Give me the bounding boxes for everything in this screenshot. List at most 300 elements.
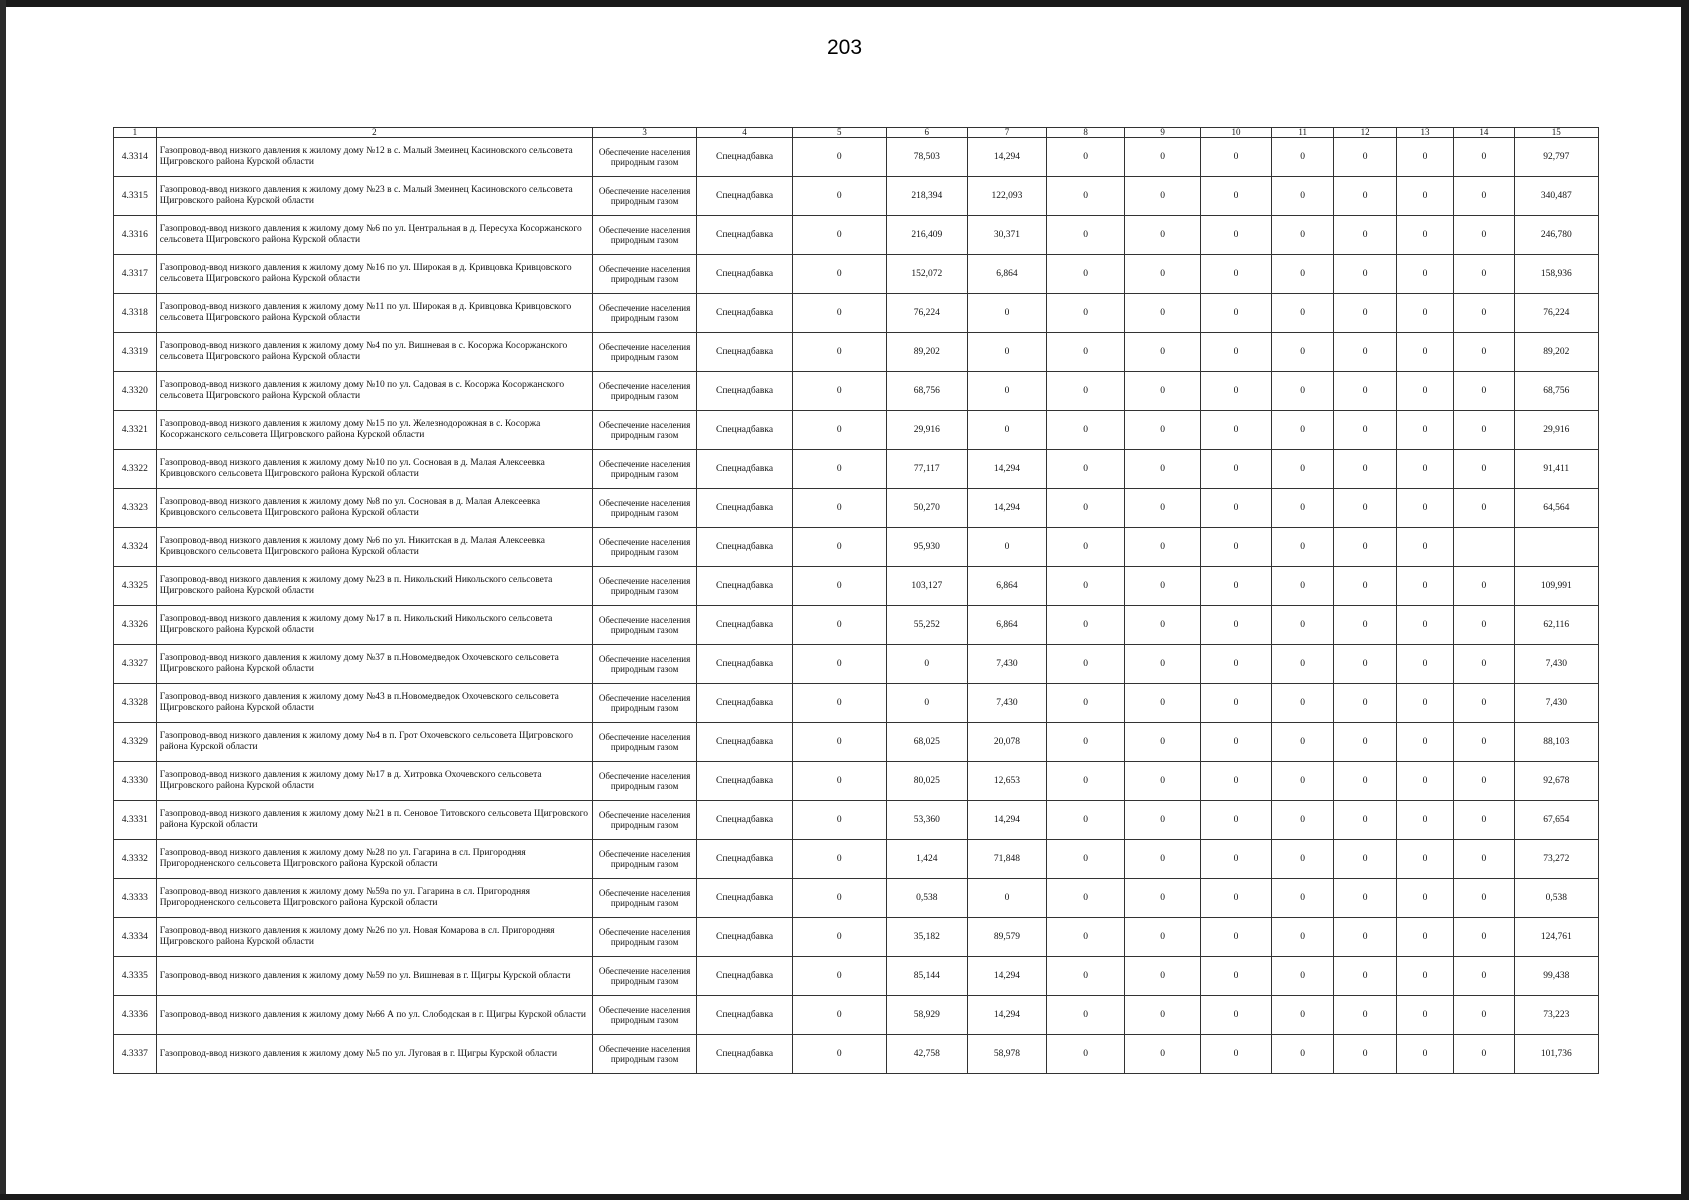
col-10-cell: 0 [1201, 606, 1272, 645]
col-6-cell: 103,127 [886, 567, 967, 606]
col-12-cell: 0 [1334, 411, 1396, 450]
col-5-cell: 0 [792, 684, 886, 723]
col-9-cell: 0 [1125, 411, 1201, 450]
col-14-cell: 0 [1454, 801, 1514, 840]
col-9-cell: 0 [1125, 957, 1201, 996]
col-15-total-cell: 109,991 [1514, 567, 1598, 606]
col-12-cell: 0 [1334, 216, 1396, 255]
col-10-cell: 0 [1201, 918, 1272, 957]
object-description-cell: Газопровод-ввод низкого давления к жилому дому №8 по ул. Сосновая в д. Малая Алексеевка Кривцовского сельсовета Щигровского района Курской области [156, 489, 592, 528]
col-5-cell: 0 [792, 762, 886, 801]
col-9-cell: 0 [1125, 138, 1201, 177]
col-15-total-cell: 158,936 [1514, 255, 1598, 294]
col-13-cell: 0 [1396, 1035, 1453, 1074]
col-11-cell: 0 [1271, 723, 1333, 762]
table-row [114, 294, 1599, 333]
col-10-cell: 0 [1201, 567, 1272, 606]
col-8-cell: 0 [1047, 606, 1125, 645]
col-7-cell: 14,294 [967, 138, 1046, 177]
col-5-cell: 0 [792, 957, 886, 996]
col-7-cell: 0 [967, 372, 1046, 411]
col-15-total-cell: 7,430 [1514, 645, 1598, 684]
table-row [114, 801, 1599, 840]
col-13-cell: 0 [1396, 957, 1453, 996]
table-row [114, 1035, 1599, 1074]
funding-source-cell: Спецнадбавка [697, 294, 793, 333]
column-header: 15 [1514, 128, 1598, 138]
col-10-cell: 0 [1201, 957, 1272, 996]
row-id-cell: 4.3318 [114, 294, 157, 333]
col-14-cell: 0 [1454, 255, 1514, 294]
funding-source-cell: Спецнадбавка [697, 645, 793, 684]
col-8-cell: 0 [1047, 216, 1125, 255]
col-14-cell: 0 [1454, 216, 1514, 255]
col-13-cell: 0 [1396, 294, 1453, 333]
col-13-cell: 0 [1396, 528, 1453, 567]
col-10-cell: 0 [1201, 1035, 1272, 1074]
col-11-cell: 0 [1271, 840, 1333, 879]
row-id-cell: 4.3322 [114, 450, 157, 489]
col-9-cell: 0 [1125, 762, 1201, 801]
table-row [114, 333, 1599, 372]
col-10-cell: 0 [1201, 489, 1272, 528]
col-14-cell: 0 [1454, 606, 1514, 645]
col-9-cell: 0 [1125, 645, 1201, 684]
column-header: 4 [697, 128, 793, 138]
col-5-cell: 0 [792, 840, 886, 879]
object-description-cell: Газопровод-ввод низкого давления к жилому дому №21 в п. Сеновое Титовского сельсовета Щигровского района Курской области [156, 801, 592, 840]
col-8-cell: 0 [1047, 294, 1125, 333]
row-id-cell: 4.3317 [114, 255, 157, 294]
col-9-cell: 0 [1125, 723, 1201, 762]
object-description-cell: Газопровод-ввод низкого давления к жилому дому №11 по ул. Широкая в д. Кривцовка Кривцовского сельсовета Щигровского района Курской области [156, 294, 592, 333]
table-row [114, 567, 1599, 606]
col-7-cell: 58,978 [967, 1035, 1046, 1074]
col-8-cell: 0 [1047, 879, 1125, 918]
funding-source-cell: Спецнадбавка [697, 255, 793, 294]
col-11-cell: 0 [1271, 450, 1333, 489]
col-8-cell: 0 [1047, 372, 1125, 411]
funding-source-cell: Спецнадбавка [697, 1035, 793, 1074]
row-id-cell: 4.3337 [114, 1035, 157, 1074]
col-6-cell: 29,916 [886, 411, 967, 450]
col-6-cell: 68,025 [886, 723, 967, 762]
col-8-cell: 0 [1047, 996, 1125, 1035]
col-12-cell: 0 [1334, 372, 1396, 411]
column-header: 12 [1334, 128, 1396, 138]
col-8-cell: 0 [1047, 645, 1125, 684]
col-9-cell: 0 [1125, 255, 1201, 294]
col-10-cell: 0 [1201, 294, 1272, 333]
col-10-cell: 0 [1201, 840, 1272, 879]
col-13-cell: 0 [1396, 450, 1453, 489]
purpose-cell: Обеспечение населения природным газом [593, 216, 697, 255]
col-12-cell: 0 [1334, 294, 1396, 333]
column-header: 13 [1396, 128, 1453, 138]
table-row [114, 450, 1599, 489]
col-14-cell: 0 [1454, 372, 1514, 411]
col-15-total-cell [1514, 528, 1598, 567]
col-7-cell: 122,093 [967, 177, 1046, 216]
col-9-cell: 0 [1125, 879, 1201, 918]
purpose-cell: Обеспечение населения природным газом [593, 840, 697, 879]
col-9-cell: 0 [1125, 294, 1201, 333]
table-row [114, 645, 1599, 684]
table-row [114, 216, 1599, 255]
column-header: 5 [792, 128, 886, 138]
row-id-cell: 4.3327 [114, 645, 157, 684]
col-5-cell: 0 [792, 996, 886, 1035]
col-6-cell: 68,756 [886, 372, 967, 411]
purpose-cell: Обеспечение населения природным газом [593, 528, 697, 567]
col-15-total-cell: 73,223 [1514, 996, 1598, 1035]
col-14-cell: 0 [1454, 762, 1514, 801]
col-15-total-cell: 92,678 [1514, 762, 1598, 801]
scan-edge-bottom [0, 1190, 1689, 1200]
scan-edge-left [0, 0, 6, 1200]
row-id-cell: 4.3315 [114, 177, 157, 216]
funding-source-cell: Спецнадбавка [697, 138, 793, 177]
col-5-cell: 0 [792, 723, 886, 762]
col-13-cell: 0 [1396, 606, 1453, 645]
table-row [114, 996, 1599, 1035]
object-description-cell: Газопровод-ввод низкого давления к жилому дому №12 в с. Малый Змеинец Касиновского сельсовета Щигровского района Курской области [156, 138, 592, 177]
col-15-total-cell: 73,272 [1514, 840, 1598, 879]
col-11-cell: 0 [1271, 567, 1333, 606]
table-row [114, 606, 1599, 645]
column-header: 7 [967, 128, 1046, 138]
col-14-cell: 0 [1454, 567, 1514, 606]
col-6-cell: 80,025 [886, 762, 967, 801]
col-11-cell: 0 [1271, 528, 1333, 567]
col-12-cell: 0 [1334, 489, 1396, 528]
col-15-total-cell: 29,916 [1514, 411, 1598, 450]
table-row [114, 918, 1599, 957]
col-13-cell: 0 [1396, 138, 1453, 177]
row-id-cell: 4.3314 [114, 138, 157, 177]
col-6-cell: 218,394 [886, 177, 967, 216]
col-7-cell: 0 [967, 294, 1046, 333]
col-8-cell: 0 [1047, 840, 1125, 879]
table-row [114, 879, 1599, 918]
col-15-total-cell: 99,438 [1514, 957, 1598, 996]
object-description-cell: Газопровод-ввод низкого давления к жилому дому №37 в п.Новомедведок Охочевского сельсовета Щигровского района Курской области [156, 645, 592, 684]
col-7-cell: 30,371 [967, 216, 1046, 255]
scan-edge-right [1681, 0, 1689, 1200]
funding-source-cell: Спецнадбавка [697, 372, 793, 411]
purpose-cell: Обеспечение населения природным газом [593, 1035, 697, 1074]
col-9-cell: 0 [1125, 606, 1201, 645]
col-11-cell: 0 [1271, 372, 1333, 411]
col-9-cell: 0 [1125, 801, 1201, 840]
col-13-cell: 0 [1396, 489, 1453, 528]
purpose-cell: Обеспечение населения природным газом [593, 333, 697, 372]
col-6-cell: 95,930 [886, 528, 967, 567]
col-5-cell: 0 [792, 216, 886, 255]
col-11-cell: 0 [1271, 411, 1333, 450]
col-10-cell: 0 [1201, 645, 1272, 684]
col-13-cell: 0 [1396, 996, 1453, 1035]
col-12-cell: 0 [1334, 879, 1396, 918]
col-6-cell: 0,538 [886, 879, 967, 918]
object-description-cell: Газопровод-ввод низкого давления к жилому дому №15 по ул. Железнодорожная в с. Косоржа Косоржанского сельсовета Щигровского района Курской области [156, 411, 592, 450]
col-8-cell: 0 [1047, 138, 1125, 177]
col-6-cell: 55,252 [886, 606, 967, 645]
column-header: 2 [156, 128, 592, 138]
purpose-cell: Обеспечение населения природным газом [593, 489, 697, 528]
col-7-cell: 89,579 [967, 918, 1046, 957]
col-9-cell: 0 [1125, 177, 1201, 216]
col-10-cell: 0 [1201, 411, 1272, 450]
col-11-cell: 0 [1271, 762, 1333, 801]
col-5-cell: 0 [792, 411, 886, 450]
purpose-cell: Обеспечение населения природным газом [593, 138, 697, 177]
col-14-cell: 0 [1454, 177, 1514, 216]
table-row [114, 762, 1599, 801]
col-6-cell: 35,182 [886, 918, 967, 957]
col-12-cell: 0 [1334, 606, 1396, 645]
col-8-cell: 0 [1047, 333, 1125, 372]
col-9-cell: 0 [1125, 1035, 1201, 1074]
col-13-cell: 0 [1396, 372, 1453, 411]
col-9-cell: 0 [1125, 333, 1201, 372]
col-15-total-cell: 91,411 [1514, 450, 1598, 489]
row-id-cell: 4.3319 [114, 333, 157, 372]
purpose-cell: Обеспечение населения природным газом [593, 372, 697, 411]
col-7-cell: 71,848 [967, 840, 1046, 879]
column-header: 1 [114, 128, 157, 138]
col-15-total-cell: 68,756 [1514, 372, 1598, 411]
col-8-cell: 0 [1047, 411, 1125, 450]
column-header: 9 [1125, 128, 1201, 138]
purpose-cell: Обеспечение населения природным газом [593, 684, 697, 723]
table-row [114, 411, 1599, 450]
funding-source-cell: Спецнадбавка [697, 918, 793, 957]
col-15-total-cell: 124,761 [1514, 918, 1598, 957]
page-number: 203 [826, 36, 863, 59]
col-14-cell: 0 [1454, 138, 1514, 177]
col-7-cell: 14,294 [967, 996, 1046, 1035]
col-5-cell: 0 [792, 489, 886, 528]
col-6-cell: 216,409 [886, 216, 967, 255]
col-7-cell: 6,864 [967, 255, 1046, 294]
funding-source-cell: Спецнадбавка [697, 996, 793, 1035]
col-9-cell: 0 [1125, 489, 1201, 528]
col-10-cell: 0 [1201, 372, 1272, 411]
column-header: 3 [593, 128, 697, 138]
col-15-total-cell: 88,103 [1514, 723, 1598, 762]
funding-source-cell: Спецнадбавка [697, 684, 793, 723]
col-11-cell: 0 [1271, 333, 1333, 372]
col-15-total-cell: 7,430 [1514, 684, 1598, 723]
col-14-cell: 0 [1454, 294, 1514, 333]
col-14-cell: 0 [1454, 996, 1514, 1035]
row-id-cell: 4.3331 [114, 801, 157, 840]
col-5-cell: 0 [792, 801, 886, 840]
col-5-cell: 0 [792, 333, 886, 372]
col-12-cell: 0 [1334, 567, 1396, 606]
col-10-cell: 0 [1201, 450, 1272, 489]
col-11-cell: 0 [1271, 138, 1333, 177]
col-15-total-cell: 62,116 [1514, 606, 1598, 645]
col-7-cell: 7,430 [967, 684, 1046, 723]
col-10-cell: 0 [1201, 684, 1272, 723]
col-7-cell: 6,864 [967, 606, 1046, 645]
col-12-cell: 0 [1334, 645, 1396, 684]
col-15-total-cell: 92,797 [1514, 138, 1598, 177]
col-12-cell: 0 [1334, 138, 1396, 177]
col-13-cell: 0 [1396, 177, 1453, 216]
col-11-cell: 0 [1271, 1035, 1333, 1074]
purpose-cell: Обеспечение населения природным газом [593, 606, 697, 645]
funding-source-cell: Спецнадбавка [697, 879, 793, 918]
col-14-cell: 0 [1454, 957, 1514, 996]
col-11-cell: 0 [1271, 996, 1333, 1035]
object-description-cell: Газопровод-ввод низкого давления к жилому дому №5 по ул. Луговая в г. Щигры Курской области [156, 1035, 592, 1074]
funding-source-cell: Спецнадбавка [697, 801, 793, 840]
purpose-cell: Обеспечение населения природным газом [593, 255, 697, 294]
col-5-cell: 0 [792, 450, 886, 489]
funding-source-cell: Спецнадбавка [697, 216, 793, 255]
table-row [114, 723, 1599, 762]
purpose-cell: Обеспечение населения природным газом [593, 801, 697, 840]
col-15-total-cell: 76,224 [1514, 294, 1598, 333]
col-6-cell: 1,424 [886, 840, 967, 879]
row-id-cell: 4.3320 [114, 372, 157, 411]
col-12-cell: 0 [1334, 801, 1396, 840]
col-14-cell: 0 [1454, 684, 1514, 723]
col-6-cell: 0 [886, 645, 967, 684]
col-8-cell: 0 [1047, 684, 1125, 723]
scan-edge-top [0, 0, 1689, 10]
column-header: 6 [886, 128, 967, 138]
col-9-cell: 0 [1125, 567, 1201, 606]
col-14-cell: 0 [1454, 450, 1514, 489]
object-description-cell: Газопровод-ввод низкого давления к жилому дому №59 по ул. Вишневая в г. Щигры Курской области [156, 957, 592, 996]
row-id-cell: 4.3333 [114, 879, 157, 918]
col-8-cell: 0 [1047, 801, 1125, 840]
col-14-cell: 0 [1454, 1035, 1514, 1074]
object-description-cell: Газопровод-ввод низкого давления к жилому дому №16 по ул. Широкая в д. Кривцовка Кривцовского сельсовета Щигровского района Курской области [156, 255, 592, 294]
col-9-cell: 0 [1125, 528, 1201, 567]
object-description-cell: Газопровод-ввод низкого давления к жилому дому №28 по ул. Гагарина в сл. Пригородняя Пригородненского сельсовета Щигровского района Курской области [156, 840, 592, 879]
col-13-cell: 0 [1396, 567, 1453, 606]
row-id-cell: 4.3328 [114, 684, 157, 723]
col-9-cell: 0 [1125, 918, 1201, 957]
col-6-cell: 85,144 [886, 957, 967, 996]
funding-source-cell: Спецнадбавка [697, 840, 793, 879]
col-11-cell: 0 [1271, 489, 1333, 528]
col-12-cell: 0 [1334, 996, 1396, 1035]
row-id-cell: 4.3316 [114, 216, 157, 255]
header-row [114, 128, 1599, 138]
row-id-cell: 4.3325 [114, 567, 157, 606]
col-11-cell: 0 [1271, 801, 1333, 840]
table-row [114, 489, 1599, 528]
col-8-cell: 0 [1047, 489, 1125, 528]
col-8-cell: 0 [1047, 1035, 1125, 1074]
purpose-cell: Обеспечение населения природным газом [593, 957, 697, 996]
col-14-cell: 0 [1454, 879, 1514, 918]
col-11-cell: 0 [1271, 294, 1333, 333]
col-11-cell: 0 [1271, 879, 1333, 918]
col-10-cell: 0 [1201, 762, 1272, 801]
col-7-cell: 0 [967, 411, 1046, 450]
col-12-cell: 0 [1334, 723, 1396, 762]
col-8-cell: 0 [1047, 177, 1125, 216]
col-13-cell: 0 [1396, 840, 1453, 879]
col-7-cell: 14,294 [967, 801, 1046, 840]
col-6-cell: 0 [886, 684, 967, 723]
funding-source-cell: Спецнадбавка [697, 450, 793, 489]
row-id-cell: 4.3324 [114, 528, 157, 567]
object-description-cell: Газопровод-ввод низкого давления к жилому дому №59а по ул. Гагарина в сл. Пригородняя Пригородненского сельсовета Щигровского района Курской области [156, 879, 592, 918]
col-12-cell: 0 [1334, 762, 1396, 801]
col-5-cell: 0 [792, 567, 886, 606]
col-6-cell: 76,224 [886, 294, 967, 333]
object-description-cell: Газопровод-ввод низкого давления к жилому дому №4 по ул. Вишневая в с. Косоржа Косоржанского сельсовета Щигровского района Курской области [156, 333, 592, 372]
col-12-cell: 0 [1334, 840, 1396, 879]
col-10-cell: 0 [1201, 723, 1272, 762]
purpose-cell: Обеспечение населения природным газом [593, 450, 697, 489]
row-id-cell: 4.3332 [114, 840, 157, 879]
table-row [114, 957, 1599, 996]
col-6-cell: 42,758 [886, 1035, 967, 1074]
col-13-cell: 0 [1396, 879, 1453, 918]
col-5-cell: 0 [792, 294, 886, 333]
object-description-cell: Газопровод-ввод низкого давления к жилому дому №23 в с. Малый Змеинец Касиновского сельсовета Щигровского района Курской области [156, 177, 592, 216]
col-15-total-cell: 89,202 [1514, 333, 1598, 372]
col-11-cell: 0 [1271, 684, 1333, 723]
funding-source-cell: Спецнадбавка [697, 411, 793, 450]
table-row [114, 840, 1599, 879]
col-15-total-cell: 246,780 [1514, 216, 1598, 255]
column-header: 14 [1454, 128, 1514, 138]
purpose-cell: Обеспечение населения природным газом [593, 918, 697, 957]
data-table [113, 127, 1599, 1074]
col-6-cell: 78,503 [886, 138, 967, 177]
col-6-cell: 77,117 [886, 450, 967, 489]
col-7-cell: 0 [967, 879, 1046, 918]
row-id-cell: 4.3334 [114, 918, 157, 957]
column-header: 11 [1271, 128, 1333, 138]
col-10-cell: 0 [1201, 996, 1272, 1035]
col-12-cell: 0 [1334, 177, 1396, 216]
col-10-cell: 0 [1201, 177, 1272, 216]
col-5-cell: 0 [792, 138, 886, 177]
col-9-cell: 0 [1125, 372, 1201, 411]
col-13-cell: 0 [1396, 801, 1453, 840]
funding-source-cell: Спецнадбавка [697, 528, 793, 567]
row-id-cell: 4.3321 [114, 411, 157, 450]
col-12-cell: 0 [1334, 1035, 1396, 1074]
col-12-cell: 0 [1334, 528, 1396, 567]
col-9-cell: 0 [1125, 216, 1201, 255]
object-description-cell: Газопровод-ввод низкого давления к жилому дому №6 по ул. Никитская в д. Малая Алексеевка Кривцовского сельсовета Щигровского района Курской области [156, 528, 592, 567]
col-13-cell: 0 [1396, 411, 1453, 450]
col-5-cell: 0 [792, 255, 886, 294]
col-8-cell: 0 [1047, 567, 1125, 606]
col-5-cell: 0 [792, 918, 886, 957]
col-8-cell: 0 [1047, 957, 1125, 996]
object-description-cell: Газопровод-ввод низкого давления к жилому дому №10 по ул. Садовая в с. Косоржа Косоржанского сельсовета Щигровского района Курской области [156, 372, 592, 411]
col-11-cell: 0 [1271, 606, 1333, 645]
col-7-cell: 12,653 [967, 762, 1046, 801]
purpose-cell: Обеспечение населения природным газом [593, 645, 697, 684]
object-description-cell: Газопровод-ввод низкого давления к жилому дому №6 по ул. Центральная в д. Пересуха Косоржанского сельсовета Щигровского района Курской области [156, 216, 592, 255]
col-10-cell: 0 [1201, 528, 1272, 567]
row-id-cell: 4.3329 [114, 723, 157, 762]
